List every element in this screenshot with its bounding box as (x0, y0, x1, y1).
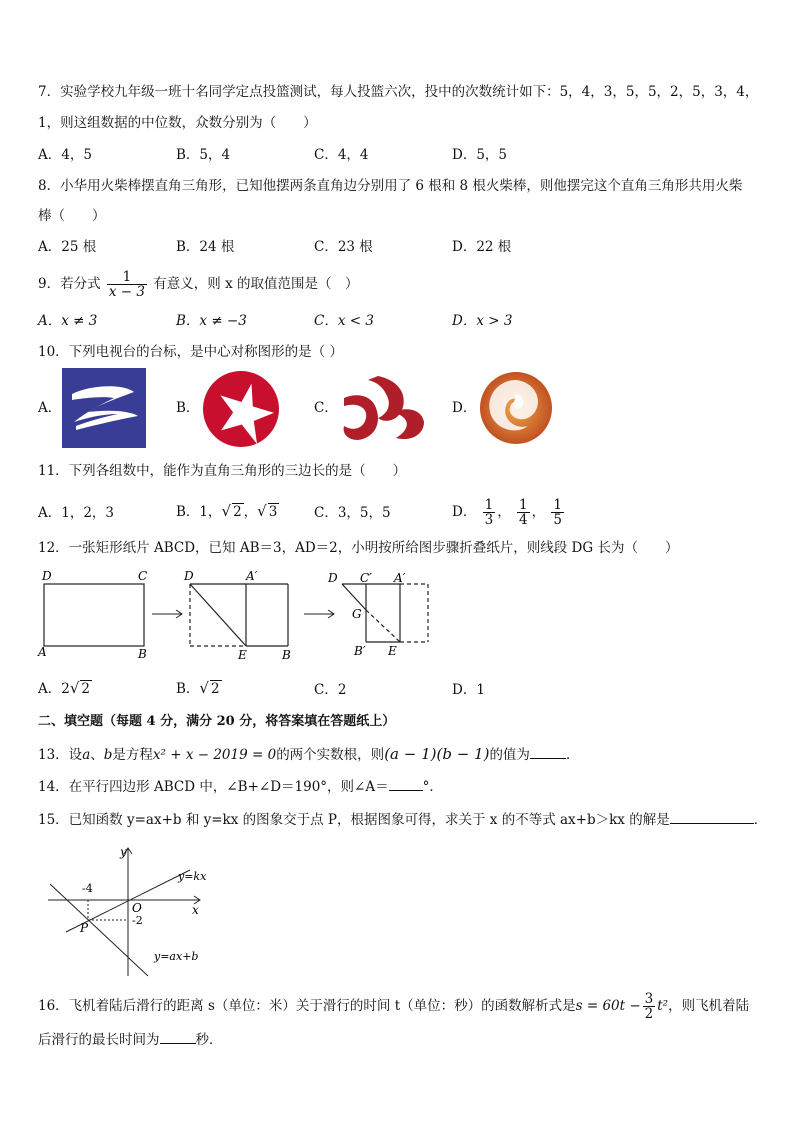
fig1-label-c: C (138, 569, 148, 583)
q16-text3: 后滑行的最长时间为 (38, 1032, 160, 1048)
frac-den: 5 (553, 512, 562, 528)
q10-label-a: A． (38, 400, 62, 416)
fig1-rectangle (44, 584, 144, 646)
fig3-label-d: D (328, 571, 338, 585)
q16-line2 (38, 1030, 223, 1050)
graph-label-x: x (192, 903, 199, 917)
fig1-label-d: D (42, 569, 52, 583)
graph-label-p: P (80, 921, 89, 935)
q11-option-b: B．1，√ 2 ，√ 3 (176, 502, 278, 520)
fig3-label-e: E (388, 644, 397, 658)
fig1-label-a: A (38, 645, 47, 659)
q8-option-b: B．24 根 (176, 239, 235, 255)
q16-answer-blank[interactable] (160, 1043, 196, 1044)
graph-label-kx: y=kx (178, 870, 207, 883)
q8-option-d: D．22 根 (452, 239, 512, 255)
section-heading: 二、填空题（每题 4 分，满分 20 分，将答案填在答题纸上） (38, 714, 396, 729)
q10-stem: 10．下列电视台的台标，是中心对称图形的是（ ） (38, 344, 343, 360)
graph-label-axb: y=ax+b (154, 950, 199, 963)
q12-option-d: D．1 (452, 682, 485, 698)
q11-d-frac3 (551, 498, 564, 527)
fig2-label-e: E (238, 648, 247, 662)
fig2-label-d: D (184, 569, 194, 583)
q8-line1: 8．小华用火柴棒摆直角三角形，已知他摆两条直角边分别用了 6 根和 8 根火柴棒，则他摆完这个直角三角形共用火柴 (38, 178, 743, 194)
q13-text4: 的两个实数根，则 (276, 747, 385, 763)
q13-expression: (a − 1)(b − 1) (384, 745, 490, 763)
q11-option-d: D． $\frac{1}{3}$ ， $\frac{1}{4}$ ， $\frac{1}{5}$ (452, 497, 562, 528)
q7-option-d: D．5，5 (452, 147, 508, 163)
q13-var-b: b (103, 747, 113, 763)
q9-option-c: C．x < 3 (314, 313, 374, 329)
q13-line (38, 744, 579, 765)
q11-b-prefix: B．1， (176, 504, 222, 520)
q16-formula-left: s = 60t − (575, 998, 641, 1014)
fig3-label-a1: A′ (394, 571, 406, 585)
q8-option-c: C．23 根 (314, 239, 373, 255)
q11-option-c: C．3，5，5 (314, 505, 391, 521)
frac-den: 2 (644, 1006, 654, 1022)
q11-b-sqrt2: 2 (233, 504, 242, 520)
q7-option-c: C．4，4 (314, 147, 369, 163)
q14-text: 14．在平行四边形 ABCD 中，∠B+∠D＝190°，则∠A＝ (38, 779, 389, 795)
q10-label-b: B． (176, 400, 200, 416)
q11-d-frac1 (483, 498, 496, 527)
graph-label-neg2: -2 (132, 914, 143, 927)
q9-stem (38, 266, 359, 302)
q16-fraction (643, 992, 656, 1021)
q10-label-c: C． (314, 400, 338, 416)
q15-answer-blank[interactable] (670, 823, 754, 824)
q13-text2: 、 (90, 747, 104, 763)
q12-stem: 12．一张矩形纸片 ABCD，已知 AB＝3，AD＝2，小明按所给图步骤折叠纸片，则线段 DG 长为（ ） (38, 540, 679, 556)
q8-line2: 棒（ ） (38, 208, 106, 224)
frac-num: 1 (519, 497, 528, 513)
q9-option-d: D．x > 3 (452, 313, 513, 329)
q9-frac-den: x − 3 (108, 284, 145, 300)
q9-prefix: 9．若分式 (38, 276, 101, 292)
q12-b-sqrt: 2 (210, 681, 220, 697)
logo-d-phoenix-icon (478, 370, 554, 446)
logo-c-swirl-icon (338, 372, 426, 444)
q16-formula-right: t² (657, 998, 669, 1014)
fig3-label-g: G (352, 607, 362, 621)
q7-line2: 1，则这组数据的中位数，众数分别为（ ） (38, 115, 317, 131)
q13-text3: 是方程 (112, 747, 153, 763)
fig3-label-c1: C′ (360, 571, 372, 585)
q16-text2: ，则飞机着陆 (668, 998, 750, 1014)
q10-label-d: D． (452, 400, 477, 416)
graph-label-y: y (120, 845, 127, 859)
q15-graph (40, 840, 270, 980)
q14-line (38, 777, 443, 797)
fig1-label-b: B (138, 647, 147, 661)
q7-option-a: A．4，5 (38, 147, 92, 163)
q13-answer-blank[interactable] (530, 758, 566, 759)
fig2-label-a1: A′ (246, 569, 258, 583)
q15-line (38, 810, 767, 830)
q12-option-a: A．2√ 2 (38, 679, 90, 697)
logo-a-zhejiang-icon (62, 368, 146, 448)
logo-b-star-icon (202, 370, 280, 448)
q14-answer-blank[interactable] (389, 790, 423, 791)
q9-fraction (107, 270, 147, 299)
frac-den: 4 (519, 512, 528, 528)
q11-d-frac2 (517, 498, 530, 527)
q15-text: 15．已知函数 y=ax+b 和 y=kx 的图象交于点 P，根据图象可得，求关于 x 的不等式 ax+b＞kx 的解是 (38, 812, 670, 828)
q9-frac-num: 1 (107, 270, 147, 285)
q12-option-b: B．√ 2 (176, 679, 220, 697)
q9-suffix: 有意义，则 x 的取值范围是（ ） (153, 276, 359, 292)
q12-b-prefix: B． (176, 681, 200, 697)
q13-text1: 13．设 (38, 747, 83, 763)
q9-option-a: A．x ≠ 3 (38, 313, 98, 329)
q11-stem: 11．下列各组数中，能作为直角三角形的三边长的是（ ） (38, 463, 407, 479)
frac-num: 3 (644, 991, 654, 1007)
fig2-label-b: B (282, 648, 291, 662)
q8-option-a: A．25 根 (38, 239, 97, 255)
frac-num: 1 (553, 497, 562, 513)
frac-den: 3 (484, 512, 494, 528)
q7-option-b: B．5，4 (176, 147, 231, 163)
q12-option-c: C．2 (314, 682, 347, 698)
q11-b-sqrt3: 3 (268, 504, 278, 520)
q13-text5: 的值为 (489, 747, 530, 763)
q13-end: ． (565, 747, 580, 763)
frac-num: 1 (484, 497, 494, 513)
q13-var-a: a (82, 747, 91, 763)
q9-option-b: B．x ≠ −3 (176, 313, 247, 329)
q16-text4: 秒． (195, 1032, 223, 1048)
fig3-label-b1: B′ (354, 644, 366, 658)
q12-folding-figure (30, 566, 440, 662)
q11-d-prefix: D． (452, 504, 477, 520)
q13-equation: x² + x − 2019 = 0 (152, 747, 277, 763)
q12-a-prefix: A．2 (38, 681, 70, 697)
q16-line1 (38, 988, 749, 1024)
graph-label-neg4: -4 (82, 882, 93, 895)
q14-end: °． (422, 779, 443, 795)
q15-end: ． (753, 812, 768, 828)
q16-text1: 16．飞机着陆后滑行的距离 s（单位：米）关于滑行的时间 t（单位：秒）的函数解析式是 (38, 998, 576, 1014)
q12-a-sqrt: 2 (81, 681, 90, 697)
graph-label-o: O (132, 901, 142, 915)
q7-line1: 7．实验学校九年级一班十名同学定点投篮测试，每人投篮六次，投中的次数统计如下：5，4，3，5，5，2，5，3，4， (38, 84, 759, 100)
q11-option-a: A．1，2，3 (38, 505, 115, 521)
